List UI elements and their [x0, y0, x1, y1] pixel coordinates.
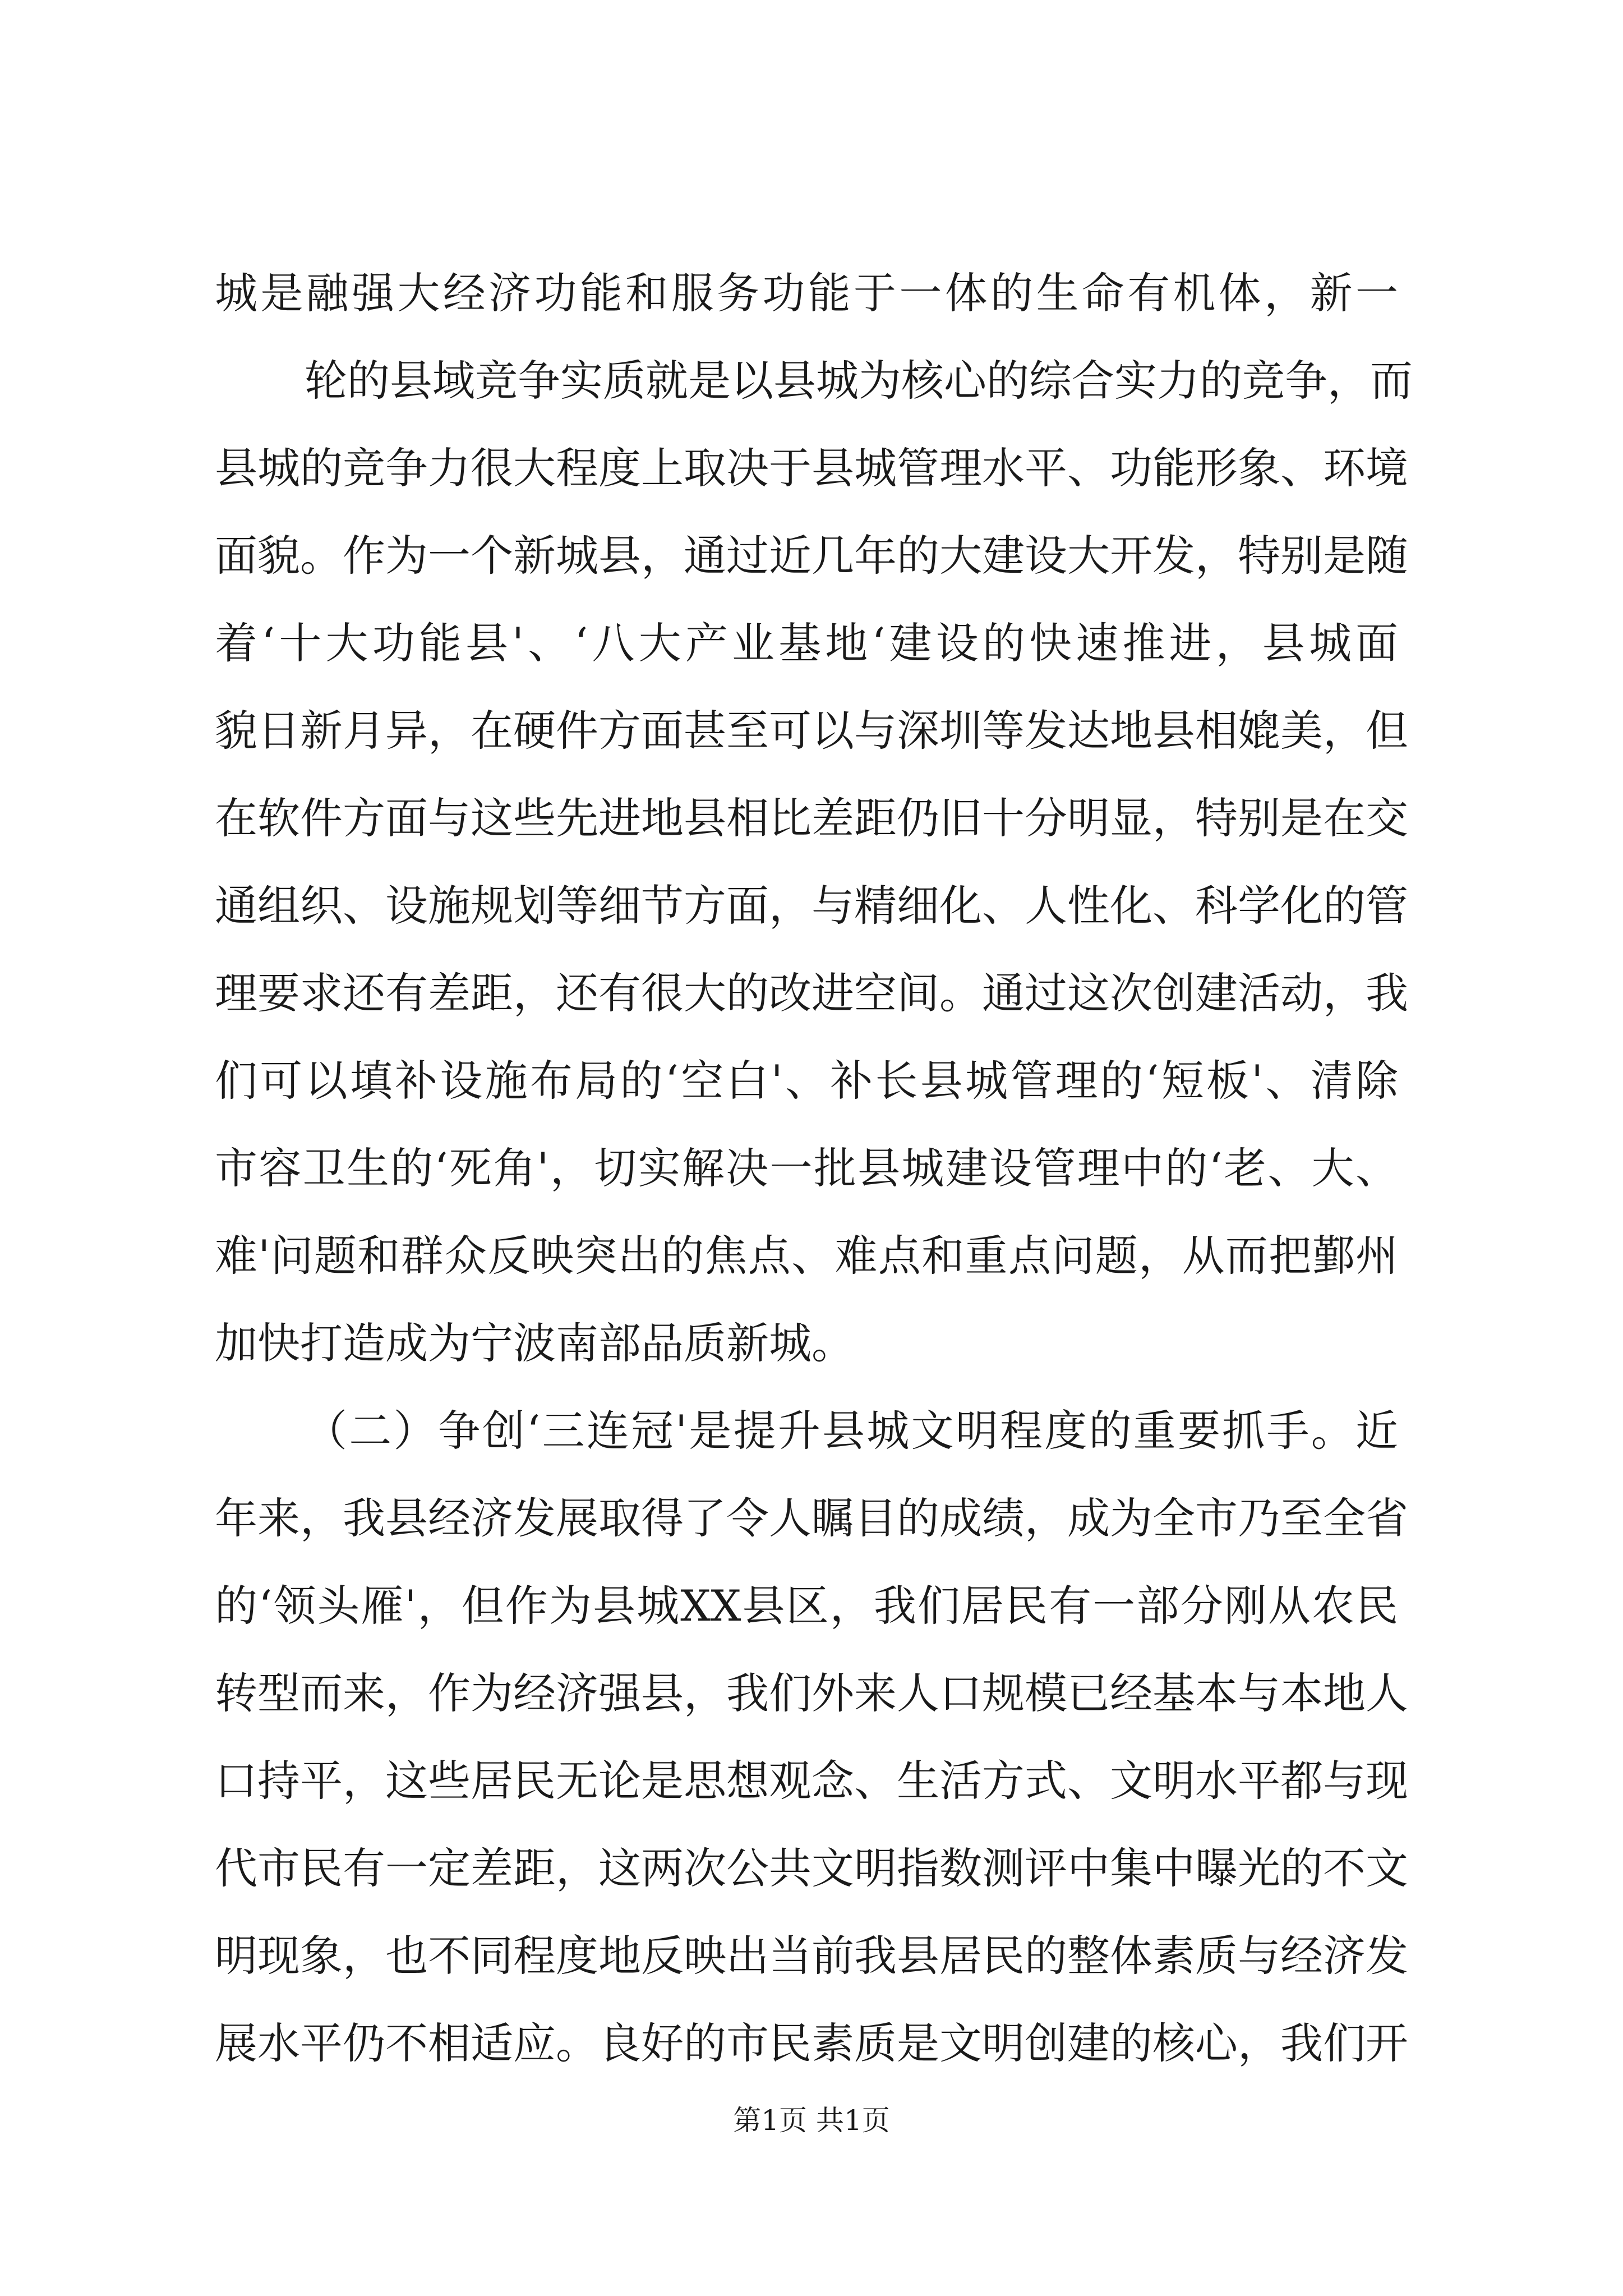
text-line: 难'问题和群众反映突出的焦点、难点和重点问题，从而把鄞州	[215, 1231, 1398, 1281]
text-line: 着‘十大功能县'、‘八大产业基地‘建设的快速推进，县城面	[215, 618, 1398, 668]
page-footer: 第1页 共1页	[733, 2104, 890, 2137]
text-line: 城是融强大经济功能和服务功能于一体的生命有机体，新一	[215, 268, 1398, 318]
text-line: 展水平仍不相适应。良好的市民素质是文明创建的核心，我们开	[215, 2018, 1408, 2068]
text-line: 市容卫生的‘死角'，切实解决一批县城建设管理中的‘老、大、	[215, 1143, 1398, 1193]
text-line: 轮的县域竞争实质就是以县城为核心的综合实力的竞争，而	[305, 356, 1413, 406]
text-line: 面貌。作为一个新城县，通过近几年的大建设大开发，特别是随	[215, 531, 1408, 581]
text-line: 加快打造成为宁波南部品质新城。	[215, 1318, 854, 1368]
text-line: 们可以填补设施布局的‘空白'、补长县城管理的‘短板'、清除	[215, 1056, 1398, 1106]
text-line: 转型而来，作为经济强县，我们外来人口规模已经基本与本地人	[215, 1668, 1408, 1718]
text-line: 代市民有一定差距，这两次公共文明指数测评中集中曝光的不文	[215, 1843, 1408, 1893]
document-body	[215, 250, 1413, 2087]
text-line: 理要求还有差距，还有很大的改进空间。通过这次创建活动，我	[215, 968, 1408, 1018]
text-line: 的‘领头雁'，但作为县城XX县区，我们居民有一部分刚从农民	[215, 1581, 1398, 1631]
text-line: 通组织、设施规划等细节方面，与精细化、人性化、科学化的管	[215, 881, 1408, 931]
text-line: 口持平，这些居民无论是思想观念、生活方式、文明水平都与现	[215, 1756, 1408, 1806]
text-line: 县城的竞争力很大程度上取决于县城管理水平、功能形象、环境	[215, 443, 1408, 493]
text-line: 明现象，也不同程度地反映出当前我县居民的整体素质与经济发	[215, 1931, 1408, 1981]
text-line: 貌日新月异，在硬件方面甚至可以与深圳等发达地县相媲美，但	[215, 706, 1408, 756]
text-line: 年来，我县经济发展取得了令人瞩目的成绩，成为全市乃至全省	[215, 1493, 1408, 1543]
text-line: 在软件方面与这些先进地县相比差距仍旧十分明显，特别是在交	[215, 793, 1408, 843]
text-line: （二）争创‘三连冠'是提升县城文明程度的重要抓手。近	[305, 1406, 1398, 1456]
